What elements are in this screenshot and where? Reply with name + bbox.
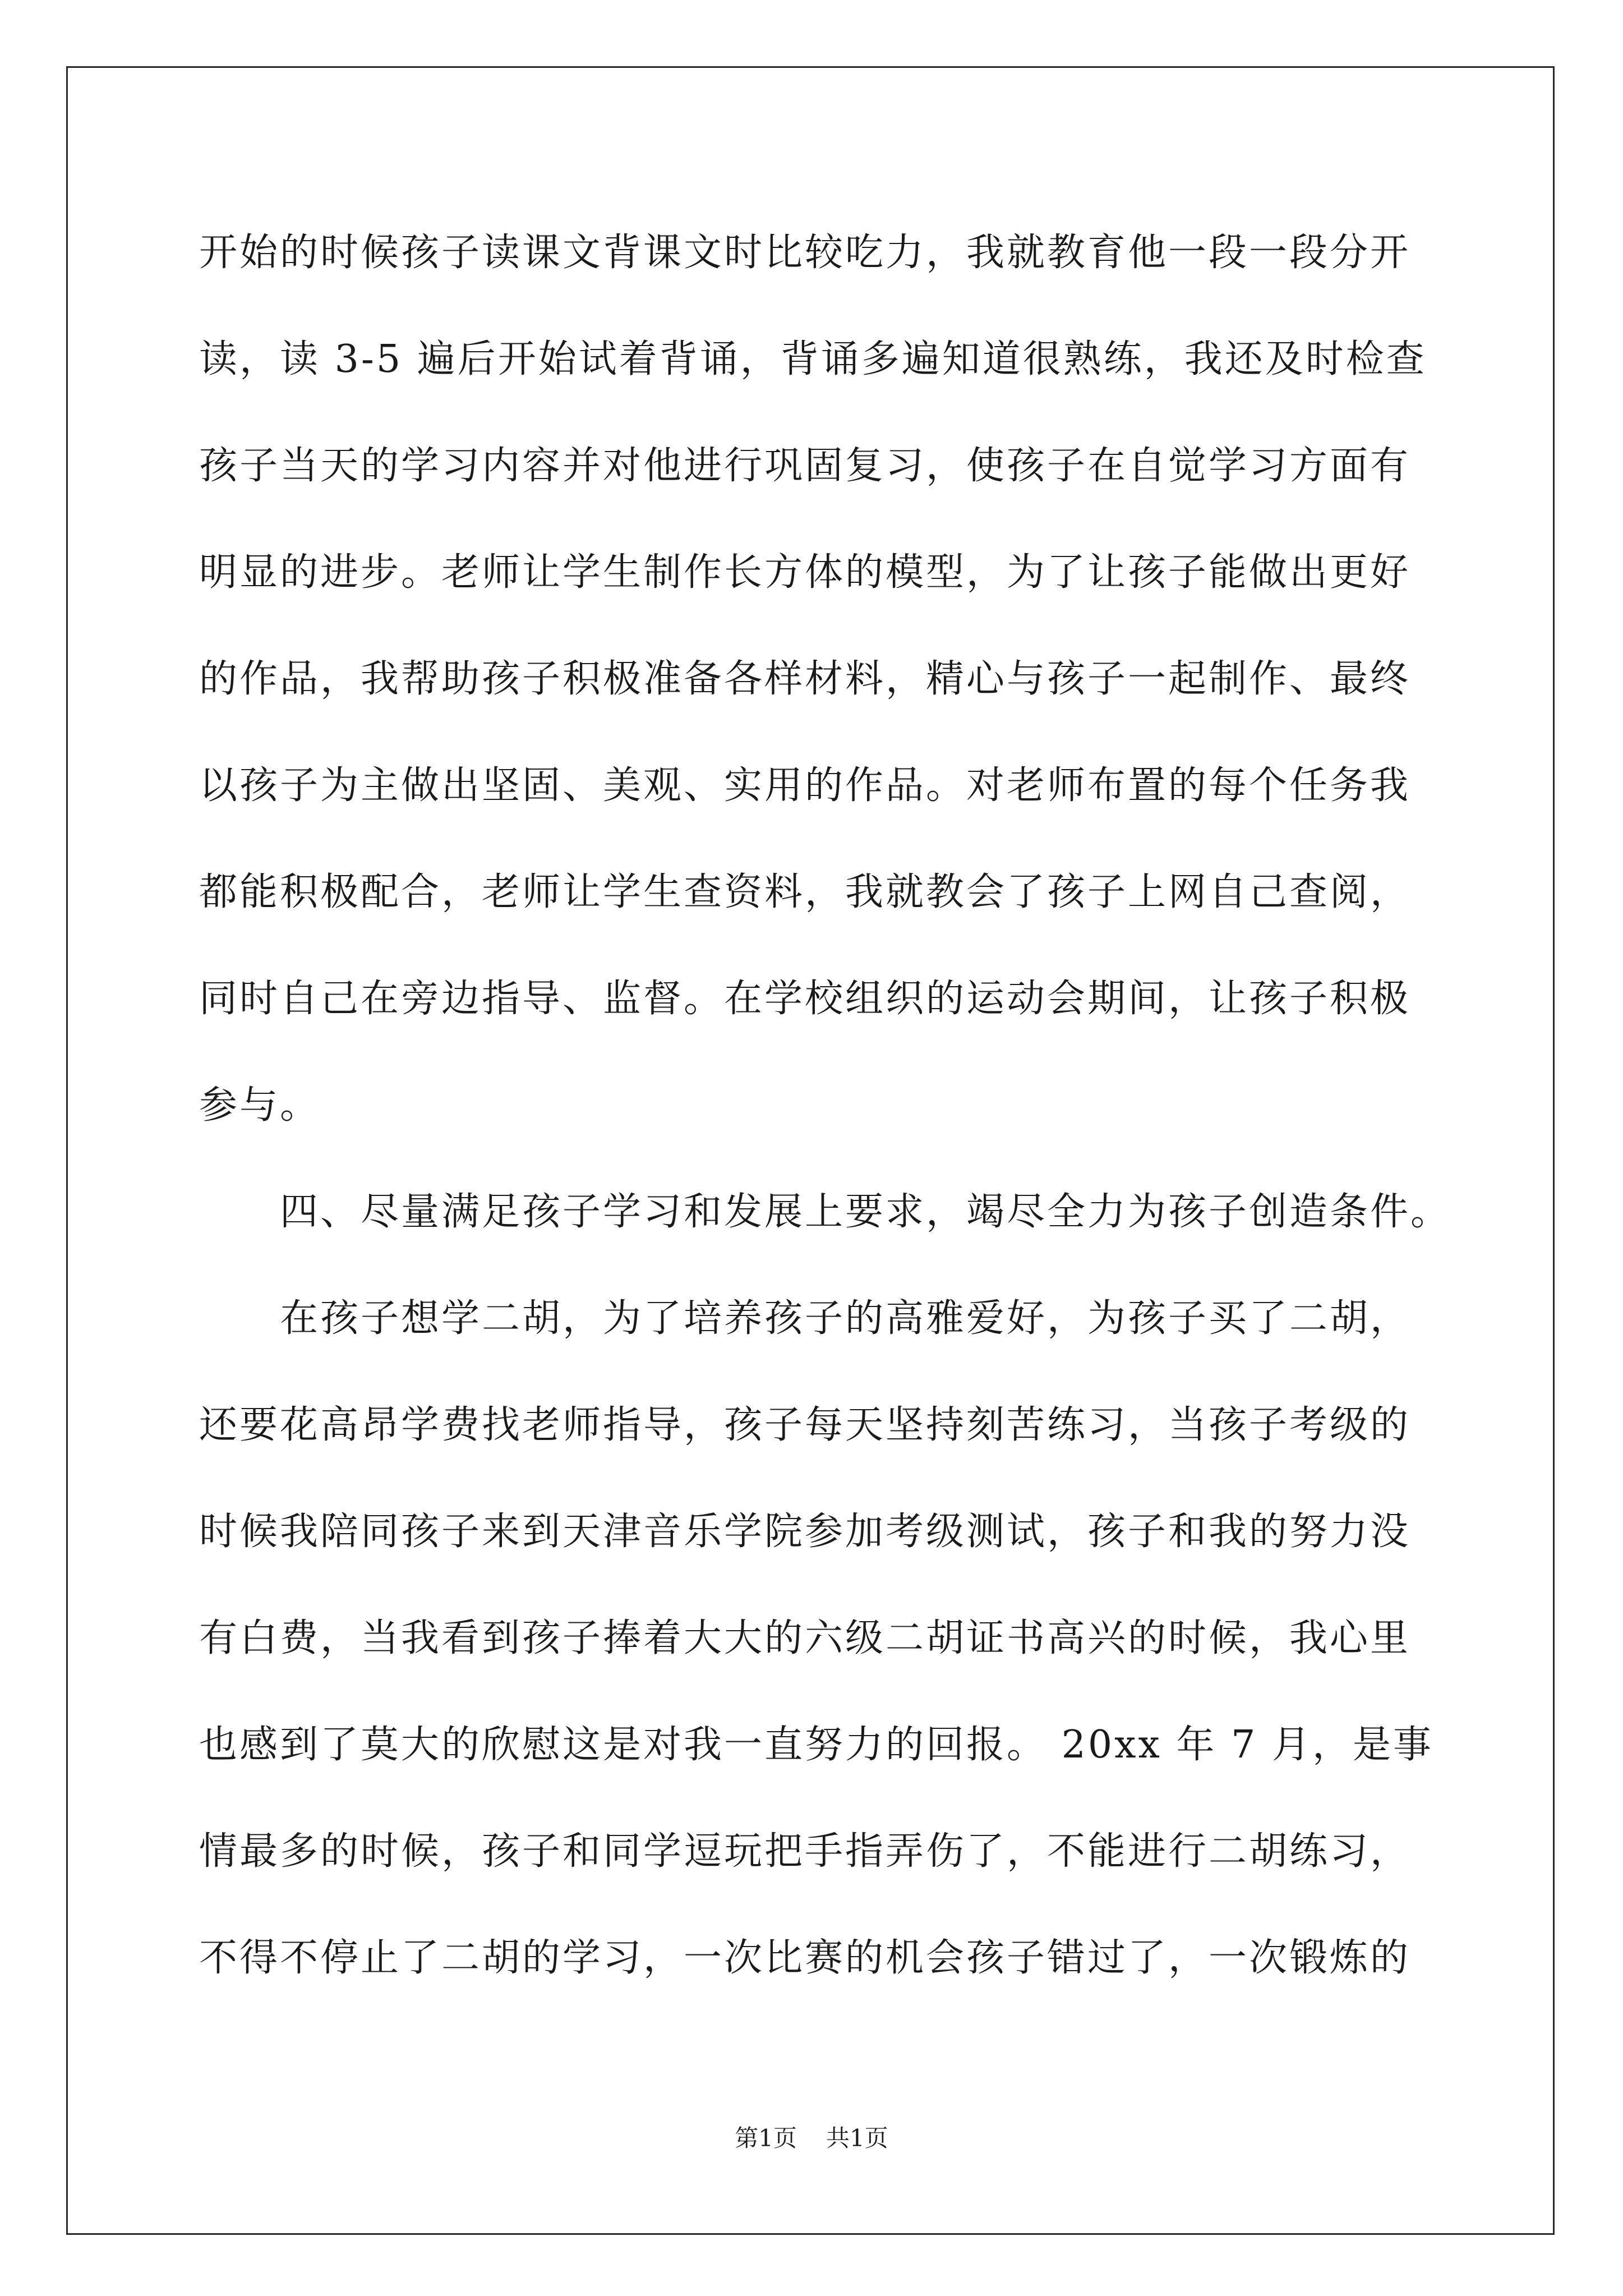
text-line: 孩子当天的学习内容并对他进行巩固复习，使孩子在自觉学习方面有 xyxy=(199,444,1411,488)
section-heading: 四、尽量满足孩子学习和发展上要求，竭尽全力为孩子创造条件。 xyxy=(199,1190,1451,1234)
page-footer xyxy=(0,2122,1623,2155)
text-line: 在孩子想学二胡，为了培养孩子的高雅爱好，为孩子买了二胡， xyxy=(199,1296,1411,1341)
text-line: 开始的时候孩子读课文背课文时比较吃力，我就教育他一段一段分开 xyxy=(199,231,1411,275)
text-line: 都能积极配合，老师让学生查资料，我就教会了孩子上网自己查阅， xyxy=(199,870,1411,914)
text-line: 情最多的时候，孩子和同学逗玩把手指弄伤了，不能进行二胡练习， xyxy=(199,1829,1411,1874)
text-line: 还要花高昂学费找老师指导，孩子每天坚持刻苦练习，当孩子考级的 xyxy=(199,1403,1411,1447)
text-line: 同时自己在旁边指导、监督。在学校组织的运动会期间，让孩子积极 xyxy=(199,977,1411,1021)
page-number-total: 共1页 xyxy=(826,2124,888,2152)
text-line: 以孩子为主做出坚固、美观、实用的作品。对老师布置的每个任务我 xyxy=(199,763,1411,808)
text-line: 时候我陪同孩子来到天津音乐学院参加考级测试，孩子和我的努力没 xyxy=(199,1510,1411,1554)
text-line: 的作品，我帮助孩子积极准备各样材料，精心与孩子一起制作、最终 xyxy=(199,657,1411,701)
text-line: 有白费，当我看到孩子捧着大大的六级二胡证书高兴的时候，我心里 xyxy=(199,1616,1411,1660)
text-line: 不得不停止了二胡的学习，一次比赛的机会孩子错过了，一次锻炼的 xyxy=(199,1936,1411,1980)
text-line: 参与。 xyxy=(199,1083,321,1128)
page-number-current: 第1页 xyxy=(735,2124,797,2152)
text-line: 读，读 3-5 遍后开始试着背诵，背诵多遍知道很熟练，我还及时检查 xyxy=(199,337,1427,381)
text-line: 明显的进步。老师让学生制作长方体的模型，为了让孩子能做出更好 xyxy=(199,550,1411,595)
document-body xyxy=(199,222,1451,2034)
text-line: 也感到了莫大的欣慰这是对我一直努力的回报。 20xx 年 7 月，是事 xyxy=(199,1723,1433,1767)
